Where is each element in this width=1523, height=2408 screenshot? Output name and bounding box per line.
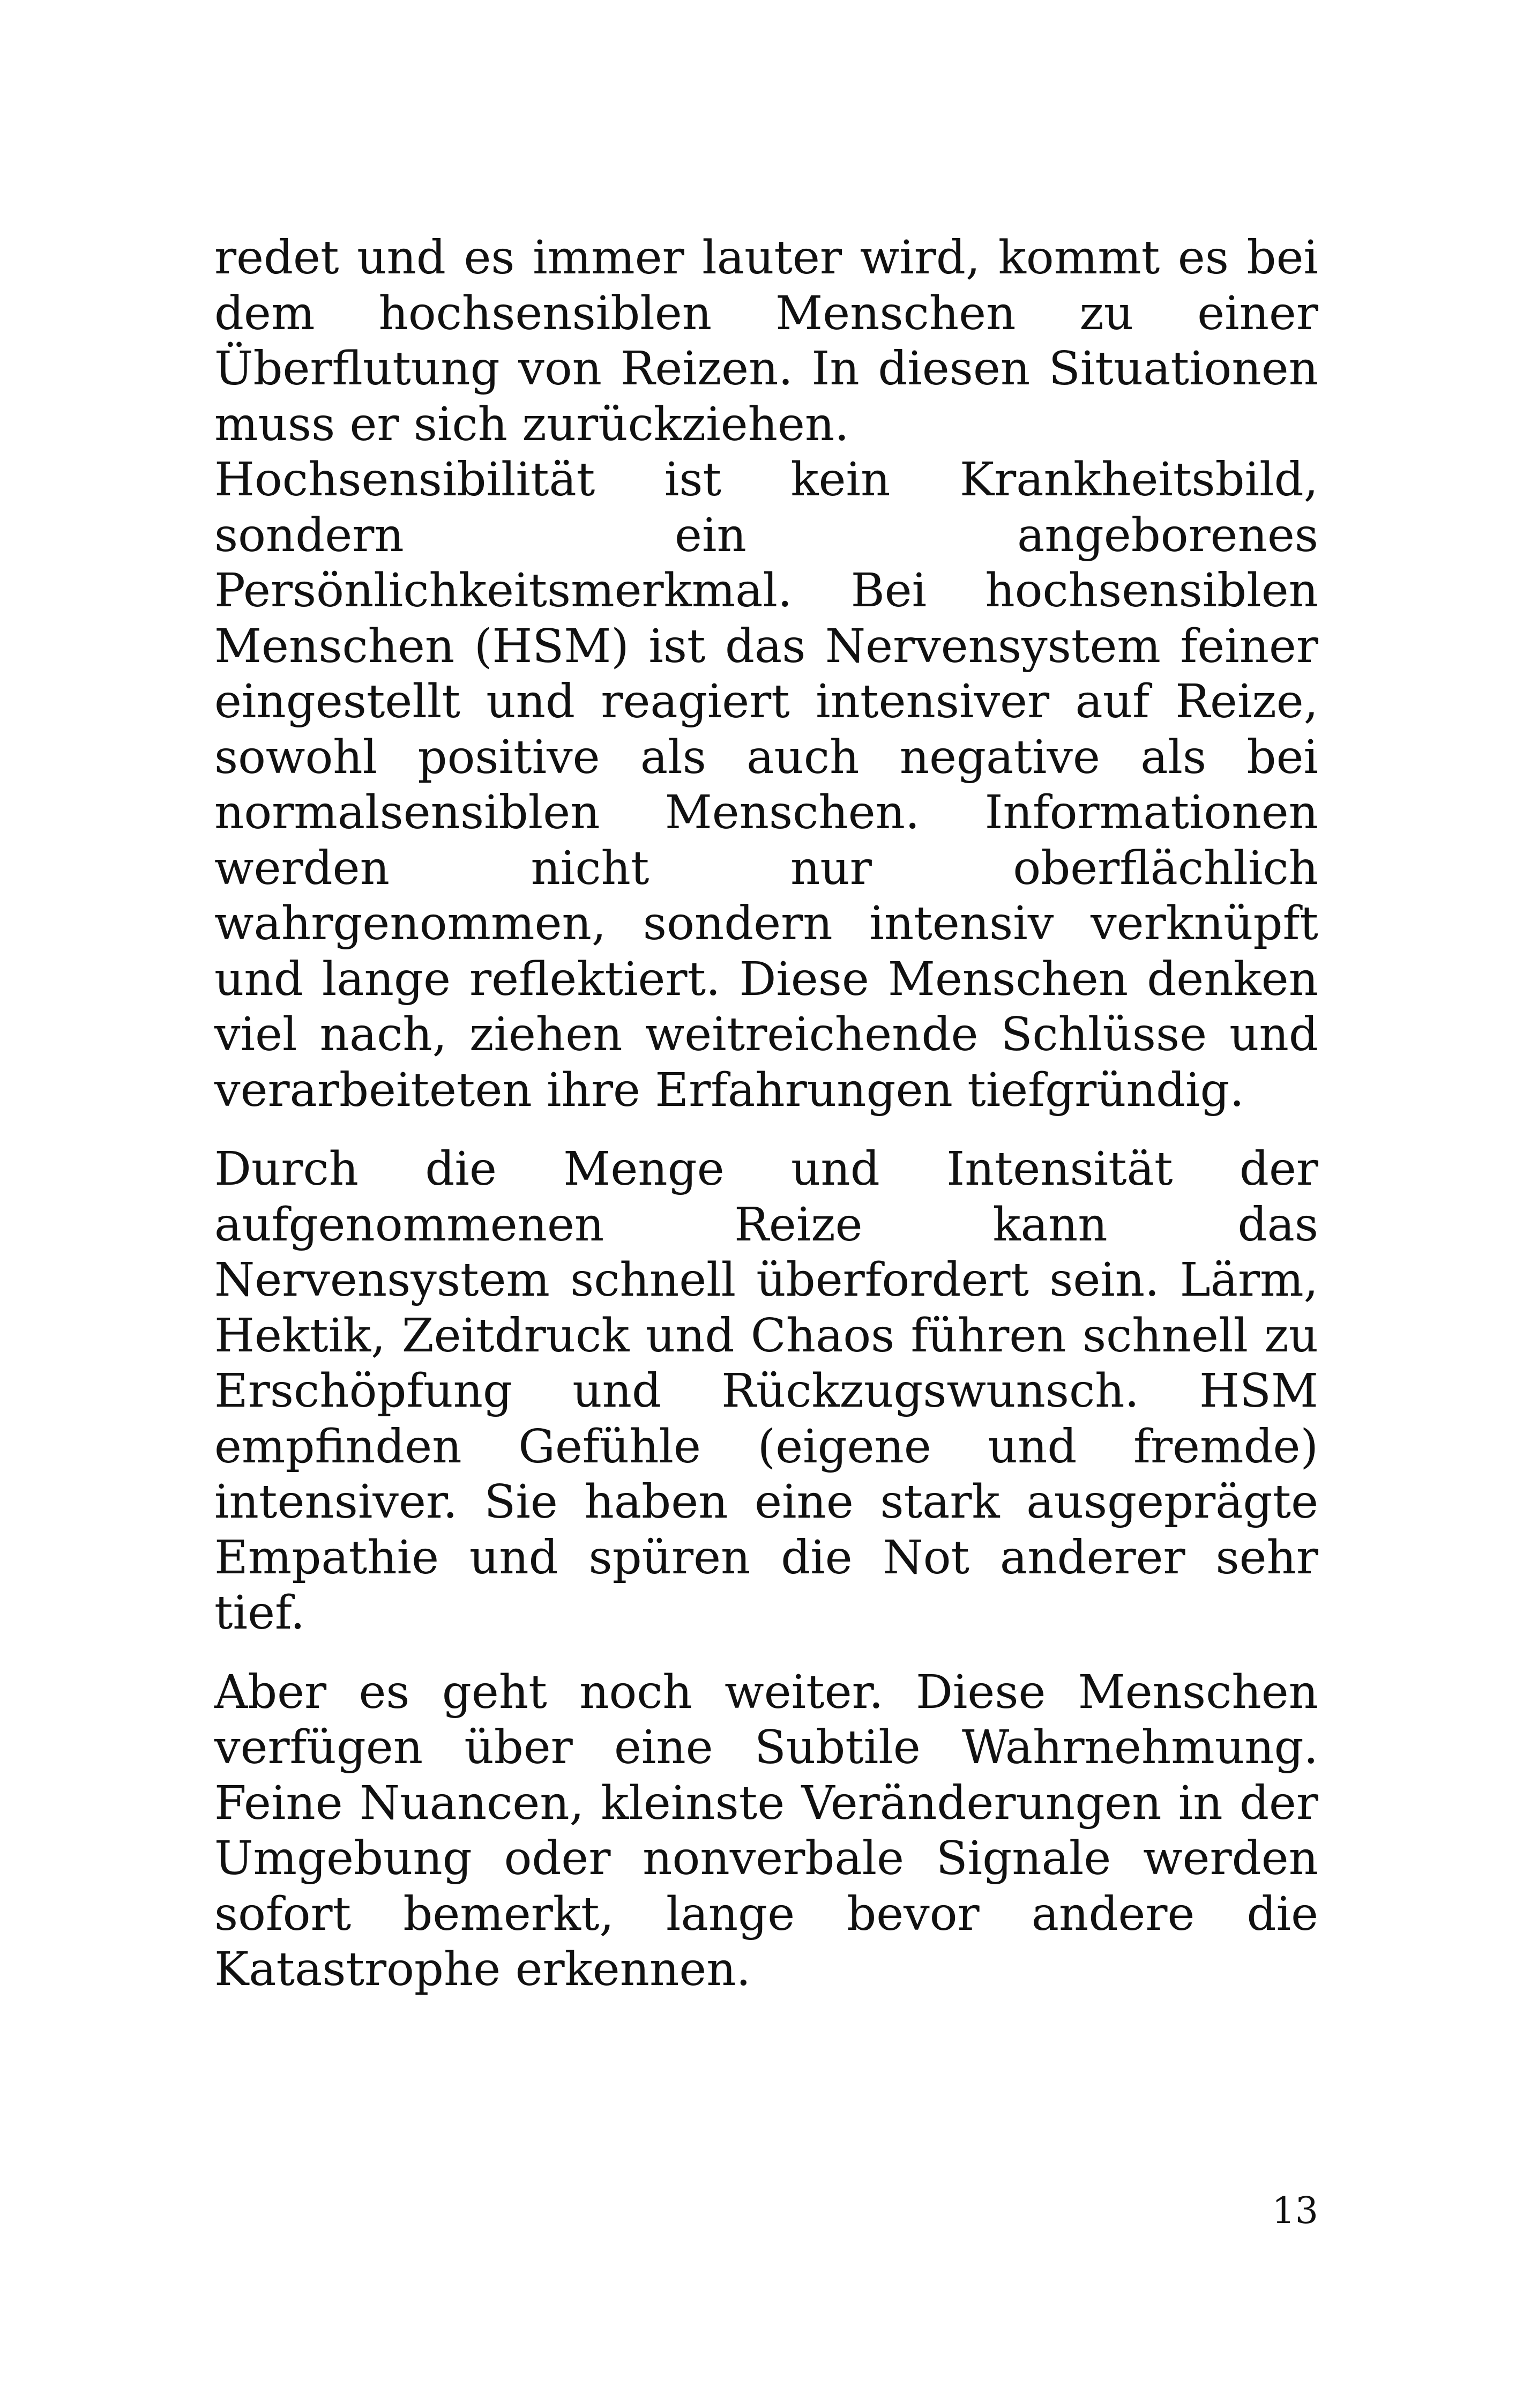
page-number: 13 [1272,2190,1318,2232]
body-text [214,231,1318,1998]
paragraph-1: redet und es immer lauter wird, kommt es bei dem hochsensiblen Menschen zu einer Überflutung von Reizen. In diesen Situationen muss er sich zurückziehen. [214,231,1318,451]
paragraph-3: Durch die Menge und Intensität der aufgenommenen Reize kann das Nervensystem schnell überfordert sein. Lärm, Hektik, Zeitdruck und Chaos führen schnell zu Erschöpfung und Rückzugswunsch. HSM empfinden Gefühle (eigene und fremde) intensiver. Sie haben eine stark ausgeprägte Empathie und spüren die Not anderer sehr tief. [214,1142,1318,1640]
paragraph-2: Hochsensibilität ist kein Krankheitsbild, sondern ein angeborenes Persönlichkeitsmerkmal. Bei hochsensiblen Menschen (HSM) ist das Nervensystem feiner eingestellt und reagiert intensiver auf Reize, sowohl positive als auch negative als bei normalsensiblen Menschen. Informationen werden nicht nur oberflächlich wahrgenommen, sondern intensiv verknüpft und lange reflektiert. Diese Menschen denken viel nach, ziehen weitreichende Schlüsse und verarbeiteten ihre Erfahrungen tiefgründig. [214,453,1318,1117]
paragraph-4: Aber es geht noch weiter. Diese Menschen verfügen über eine Subtile Wahrnehmung. Feine Nuancen, kleinste Veränderungen in der Umgebung oder nonverbale Signale werden sofort bemerkt, lange bevor andere die Katastrophe erkennen. [214,1665,1318,1996]
